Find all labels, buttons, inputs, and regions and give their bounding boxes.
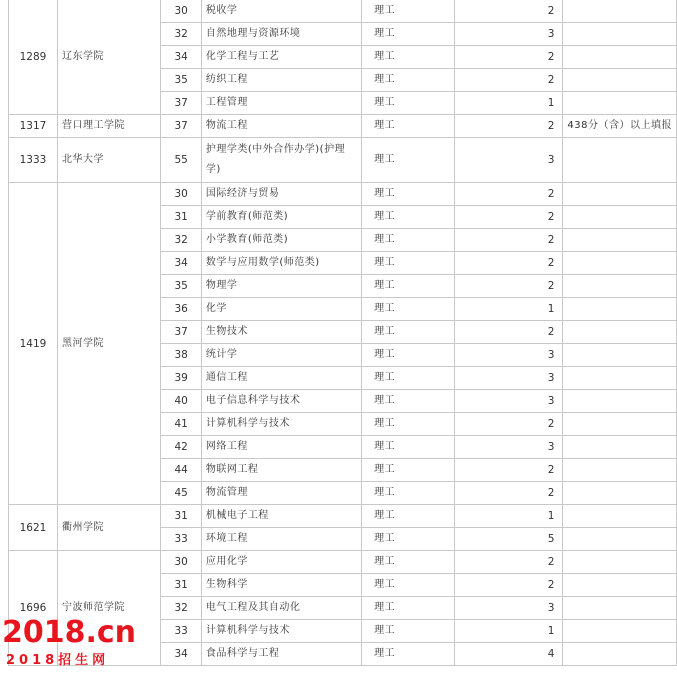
plan-count-cell: 2 bbox=[455, 551, 563, 574]
watermark-logo-text: 2018.cn bbox=[2, 615, 137, 650]
major-code-cell: 33 bbox=[161, 528, 201, 551]
major-name-cell: 机械电子工程 bbox=[201, 505, 361, 528]
plan-count-cell: 3 bbox=[455, 23, 563, 46]
table-row bbox=[9, 138, 677, 183]
category-cell: 理工 bbox=[362, 298, 455, 321]
plan-count-cell: 4 bbox=[455, 643, 563, 666]
major-code-cell: 39 bbox=[161, 367, 201, 390]
note-cell bbox=[563, 183, 677, 206]
plan-count-cell: 3 bbox=[455, 436, 563, 459]
major-code-cell: 31 bbox=[161, 206, 201, 229]
category-cell: 理工 bbox=[362, 229, 455, 252]
note-cell bbox=[563, 69, 677, 92]
plan-count-cell: 3 bbox=[455, 390, 563, 413]
school-code-cell: 1317 bbox=[9, 115, 58, 138]
plan-count-cell: 1 bbox=[455, 505, 563, 528]
major-name-cell: 工程管理 bbox=[201, 92, 361, 115]
note-cell bbox=[563, 413, 677, 436]
category-cell: 理工 bbox=[362, 574, 455, 597]
note-cell bbox=[563, 620, 677, 643]
note-cell bbox=[563, 367, 677, 390]
category-cell: 理工 bbox=[362, 275, 455, 298]
category-cell: 理工 bbox=[362, 138, 455, 183]
plan-count-cell: 2 bbox=[455, 206, 563, 229]
major-name-cell: 税收学 bbox=[201, 0, 361, 23]
major-code-cell: 32 bbox=[161, 229, 201, 252]
note-cell bbox=[563, 482, 677, 505]
note-cell bbox=[563, 321, 677, 344]
table-row bbox=[9, 115, 677, 138]
major-code-cell: 35 bbox=[161, 69, 201, 92]
plan-count-cell: 1 bbox=[455, 298, 563, 321]
category-cell: 理工 bbox=[362, 92, 455, 115]
note-cell bbox=[563, 574, 677, 597]
major-code-cell: 30 bbox=[161, 0, 201, 23]
category-cell: 理工 bbox=[362, 643, 455, 666]
major-name-cell: 物联网工程 bbox=[201, 459, 361, 482]
major-code-cell: 34 bbox=[161, 46, 201, 69]
note-cell bbox=[563, 505, 677, 528]
category-cell: 理工 bbox=[362, 115, 455, 138]
note-cell bbox=[563, 643, 677, 666]
plan-count-cell: 2 bbox=[455, 252, 563, 275]
site-watermark bbox=[0, 615, 170, 677]
major-code-cell: 45 bbox=[161, 482, 201, 505]
major-name-cell: 生物科学 bbox=[201, 574, 361, 597]
plan-count-cell: 2 bbox=[455, 183, 563, 206]
note-cell bbox=[563, 597, 677, 620]
note-cell bbox=[563, 459, 677, 482]
major-name-cell: 物理学 bbox=[201, 275, 361, 298]
major-code-cell: 34 bbox=[161, 643, 201, 666]
major-code-cell: 31 bbox=[161, 505, 201, 528]
plan-count-cell: 2 bbox=[455, 321, 563, 344]
note-cell bbox=[563, 206, 677, 229]
plan-count-cell: 2 bbox=[455, 482, 563, 505]
major-name-cell: 计算机科学与技术 bbox=[201, 620, 361, 643]
school-code-cell: 1419 bbox=[9, 183, 58, 505]
major-code-cell: 44 bbox=[161, 459, 201, 482]
major-name-cell: 纺织工程 bbox=[201, 69, 361, 92]
category-cell: 理工 bbox=[362, 69, 455, 92]
plan-count-cell: 1 bbox=[455, 92, 563, 115]
category-cell: 理工 bbox=[362, 252, 455, 275]
plan-count-cell: 1 bbox=[455, 620, 563, 643]
major-code-cell: 37 bbox=[161, 92, 201, 115]
table-row bbox=[9, 0, 677, 23]
plan-count-cell: 2 bbox=[455, 69, 563, 92]
plan-count-cell: 2 bbox=[455, 413, 563, 436]
school-name-cell: 北华大学 bbox=[58, 138, 161, 183]
note-cell bbox=[563, 229, 677, 252]
school-name-cell: 宁波师范学院 bbox=[58, 551, 161, 666]
note-cell bbox=[563, 92, 677, 115]
major-code-cell: 33 bbox=[161, 620, 201, 643]
plan-count-cell: 2 bbox=[455, 459, 563, 482]
note-cell bbox=[563, 390, 677, 413]
category-cell: 理工 bbox=[362, 183, 455, 206]
plan-count-cell: 3 bbox=[455, 367, 563, 390]
major-name-cell: 网络工程 bbox=[201, 436, 361, 459]
major-code-cell: 38 bbox=[161, 344, 201, 367]
school-code-cell: 1696 bbox=[9, 551, 58, 666]
note-cell bbox=[563, 46, 677, 69]
category-cell: 理工 bbox=[362, 505, 455, 528]
plan-count-cell: 5 bbox=[455, 528, 563, 551]
school-name-cell: 黑河学院 bbox=[58, 183, 161, 505]
plan-count-cell: 2 bbox=[455, 229, 563, 252]
major-name-cell: 计算机科学与技术 bbox=[201, 413, 361, 436]
major-name-cell: 自然地理与资源环境 bbox=[201, 23, 361, 46]
major-code-cell: 42 bbox=[161, 436, 201, 459]
category-cell: 理工 bbox=[362, 206, 455, 229]
note-cell bbox=[563, 138, 677, 183]
plan-count-cell: 2 bbox=[455, 115, 563, 138]
plan-count-cell: 2 bbox=[455, 0, 563, 23]
major-code-cell: 32 bbox=[161, 23, 201, 46]
category-cell: 理工 bbox=[362, 413, 455, 436]
school-name-cell: 辽东学院 bbox=[58, 0, 161, 115]
major-name-cell: 电气工程及其自动化 bbox=[201, 597, 361, 620]
category-cell: 理工 bbox=[362, 482, 455, 505]
major-name-cell: 学前教育(师范类) bbox=[201, 206, 361, 229]
major-code-cell: 30 bbox=[161, 551, 201, 574]
school-name-cell: 营口理工学院 bbox=[58, 115, 161, 138]
category-cell: 理工 bbox=[362, 367, 455, 390]
note-cell bbox=[563, 298, 677, 321]
plan-count-cell: 2 bbox=[455, 275, 563, 298]
category-cell: 理工 bbox=[362, 321, 455, 344]
table-row bbox=[9, 183, 677, 206]
category-cell: 理工 bbox=[362, 0, 455, 23]
category-cell: 理工 bbox=[362, 390, 455, 413]
major-name-cell: 数学与应用数学(师范类) bbox=[201, 252, 361, 275]
major-code-cell: 34 bbox=[161, 252, 201, 275]
note-cell bbox=[563, 275, 677, 298]
category-cell: 理工 bbox=[362, 459, 455, 482]
note-cell bbox=[563, 551, 677, 574]
plan-count-cell: 3 bbox=[455, 138, 563, 183]
school-code-cell: 1333 bbox=[9, 138, 58, 183]
major-name-cell: 小学教育(师范类) bbox=[201, 229, 361, 252]
school-code-cell: 1621 bbox=[9, 505, 58, 551]
category-cell: 理工 bbox=[362, 344, 455, 367]
major-name-cell: 物流管理 bbox=[201, 482, 361, 505]
major-name-cell: 食品科学与工程 bbox=[201, 643, 361, 666]
plan-count-cell: 2 bbox=[455, 574, 563, 597]
major-code-cell: 41 bbox=[161, 413, 201, 436]
major-code-cell: 31 bbox=[161, 574, 201, 597]
note-cell bbox=[563, 252, 677, 275]
table-row bbox=[9, 505, 677, 528]
category-cell: 理工 bbox=[362, 551, 455, 574]
major-name-cell: 统计学 bbox=[201, 344, 361, 367]
major-code-cell: 35 bbox=[161, 275, 201, 298]
category-cell: 理工 bbox=[362, 23, 455, 46]
admission-plan-table bbox=[8, 0, 677, 666]
major-code-cell: 55 bbox=[161, 138, 201, 183]
note-cell bbox=[563, 0, 677, 23]
note-cell bbox=[563, 344, 677, 367]
major-code-cell: 37 bbox=[161, 115, 201, 138]
school-name-cell: 衢州学院 bbox=[58, 505, 161, 551]
major-name-cell: 国际经济与贸易 bbox=[201, 183, 361, 206]
plan-count-cell: 2 bbox=[455, 46, 563, 69]
major-name-cell: 电子信息科学与技术 bbox=[201, 390, 361, 413]
major-code-cell: 30 bbox=[161, 183, 201, 206]
major-code-cell: 32 bbox=[161, 597, 201, 620]
category-cell: 理工 bbox=[362, 436, 455, 459]
major-name-cell: 生物技术 bbox=[201, 321, 361, 344]
category-cell: 理工 bbox=[362, 597, 455, 620]
major-name-cell: 物流工程 bbox=[201, 115, 361, 138]
plan-count-cell: 3 bbox=[455, 597, 563, 620]
note-cell bbox=[563, 23, 677, 46]
major-name-cell: 护理学类(中外合作办学)(护理学) bbox=[201, 138, 361, 183]
note-cell: 438分（含）以上填报 bbox=[563, 115, 677, 138]
category-cell: 理工 bbox=[362, 46, 455, 69]
major-code-cell: 40 bbox=[161, 390, 201, 413]
category-cell: 理工 bbox=[362, 620, 455, 643]
plan-count-cell: 3 bbox=[455, 344, 563, 367]
note-cell bbox=[563, 528, 677, 551]
major-name-cell: 环境工程 bbox=[201, 528, 361, 551]
major-name-cell: 化学 bbox=[201, 298, 361, 321]
note-cell bbox=[563, 436, 677, 459]
major-code-cell: 37 bbox=[161, 321, 201, 344]
major-name-cell: 应用化学 bbox=[201, 551, 361, 574]
category-cell: 理工 bbox=[362, 528, 455, 551]
major-name-cell: 化学工程与工艺 bbox=[201, 46, 361, 69]
school-code-cell: 1289 bbox=[9, 0, 58, 115]
table-row bbox=[9, 551, 677, 574]
major-name-cell: 通信工程 bbox=[201, 367, 361, 390]
major-code-cell: 36 bbox=[161, 298, 201, 321]
watermark-site-name: 2018招生网 bbox=[6, 653, 110, 668]
